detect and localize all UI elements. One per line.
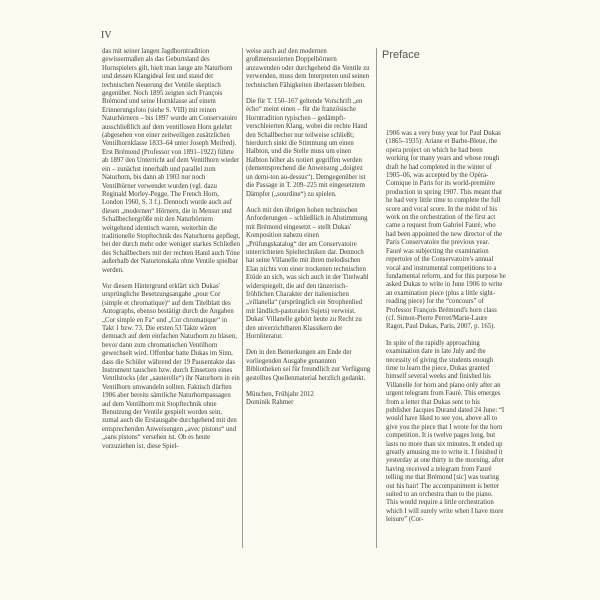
german-column-2 [246, 48, 371, 408]
german-paragraph: weise auch auf den modernen großmensurierten Doppelhörnern anzuwenden oder durchgehend die Ventile zu verwenden, muss dem Interpreten und seinen technischen Fähigkeiten überlassen bleiben. [246, 48, 370, 89]
page-number: IV [101, 30, 112, 41]
german-paragraph: Auch mit den übrigen hohen technischen Anforderungen – schließlich in Abstimmung mit Brémond eingesetzt – stellt Dukas' Komposition nahezu einen „Prüfungskatalog“ der am Conservatoire unterrichteten Spieltechniken dar. Dennoch hat seine Villanelle mit ihren melodischen Elan nichts von einer trockenen technischen Etüde an sich, was sich auch in der Titelwahl widerspiegelt, die auf den tänzerisch-fröhlichen Charakter der italienischen „villanella“ (ursprünglich ein Strophenlied mit ländlich-pastoralen Sujets) verweist. Dukas' Villanelle gehört heute zu Recht zu den unverzichtbaren Klassikern der Hornliteratur. [246, 206, 369, 340]
german-paragraph: Den in den Bemerkungen am Ende der vorliegenden Ausgabe genannten Bibliotheken sei für freundlich zur Verfügung gestelltes Quellenmaterial herzlich gedankt. [246, 349, 371, 382]
column-divider [242, 48, 243, 548]
english-column [386, 130, 506, 550]
signature [246, 391, 371, 408]
german-column-1 [102, 48, 240, 548]
german-paragraph: das mit seiner langen Jagdhorntradition gewissermaßen als das Geburtsland des Hornspielers gilt, hielt man lange am Naturhorn und dessen Klangideal fest und stand der technischen Neuerung der Ventile skeptisch gegenüber. Noch 1895 zeigten sich François Brémond und seine Hornklasse auf einem Erinnerungsfoto (siehe S. VIII) mit reinen Naturhörnern – bis 1897 wurde am Conservatoire ausschließlich auf dem ventillosen Horn gelehrt (abgesehen von einer zeitweiligen zusätzlichen Ventilhornklasse 1833–64 unter Joseph Meifred). Erst Brémond (Professor von 1891–1922) führte ab 1897 den Unterricht auf dem Ventilhorn wieder ein – zunächst innerhalb und parallel zum Naturhorn, bis dann ab 1903 nur noch Ventilhörner verwendet wurden (vgl. dazu Reginald Morley-Pegge, The French Horn, London 1960, S. 3 f.). Dennoch wurde auch auf diesen „modernen“ Hörnern, die in Mensur und Schallbechergröße mit den Naturhörnern weitgehend identisch waren, weiterhin die traditionelle Stopftechnik des Naturhorns gepflegt, bei der durch mehr oder weniger starkes Schließen des Schallbechers mit der rechten Hand auch Töne außerhalb der Naturtonskala ohne Ventile spielbar werden. [102, 48, 240, 274]
column-divider [376, 48, 377, 548]
english-paragraph: In spite of the rapidly approaching examination date in late July and the necessity of giving the students enough time to learn the piece, Dukas granted himself several weeks and finished his Villanelle for horn and piano only after an urgent telegram from Fauré. This emerges from a letter that Dukas sent to his publisher Jacques Durand dated 24 June: “I would have liked to see you, above all to give you the piece that I wrote for the horn competition. It is twelve pages long, but lasts no more than six minutes. It ended up greatly amusing me to write it. I finished it yesterday at one thirty in the morning, after having received a telegram from Fauré telling me that Brémond [sic] was tearing out his hair! The accompaniment is better suited to an orchestra than to the piano. This would require a little orchestration which I will surely write when I have more leisure” (Cor- [386, 339, 505, 524]
german-paragraph: Die für T. 150–167 geltende Vorschrift „en écho“ meint einen – für die französische Horntradition typischen – gedämpft-verschleierten Klang, wobei die rechte Hand den Schallbecher nur teilweise schließt; hierdurch sinkt die Stimmung um einen Halbton, und die Stelle muss um einen Halbton höher als notiert gegriffen werden (dementsprechend die Anweisung „doigtez un demi-ton au-dessus“). Demgegenüber ist die Passage in T. 209–225 mit eingesetztem Dämpfer („sourdine“) zu spielen. [246, 98, 368, 198]
german-paragraph: Vor diesem Hintergrund erklärt sich Dukas' ursprüngliche Besetzungsangabe „pour Cor (simple et chromatique)“ auf dem Titelblatt des Autographs, ebenso bestätigt durch die Angaben „Cor simple en Fa“ und „Cor chromatique“ in Takt 1 bzw. 73. Die ersten 53 Takte wären demnach auf dem einfachen Naturhorn zu blasen, bevor dann zum chromatischen Ventilhorn gewechselt wird. Offenbar hatte Dukas im Sinn, dass die Schüler während der 19 Pausentakte das Instrument tauschen bzw. durch Einsetzen eines Ventilstocks (der „sauterelle“) ihr Naturhorn in ein Ventilhorn umwandeln sollten. Faktisch dürften 1906 aber bereits sämtliche Naturhornpassagen auf dem Ventilhorn mit Stopftechnik ohne Benutzung der Ventile gespielt worden sein, zumal auch die Erstausgabe durchgehend mit den entsprechenden Anweisungen „avec pistons“ und „sans pistons“ versehen ist. Ob es heute vorzuziehen ist, diese Spiel- [102, 282, 240, 450]
english-paragraph: 1906 was a very busy year for Paul Dukas (1865–1935): Ariane et Barbe-Bleue, the opera project on which he had been working for many years and whose rough draft he had completed in the winter of 1905–06, was accepted by the Opéra-Comique in Paris for its world-première production in spring 1907. This meant that he had very little time to complete the full score and vocal score. In the midst of his work on the orchestration of the first act came a request from Gabriel Fauré, who had been appointed the new director of the Paris Conservatoire the previous year. Fauré was subjecting the examination repertoire of the Conservatoire's annual vocal and instrumental competitions to a fundamental reform, and for this purpose he asked Dukas to write in June 1906 to write an examination piece (plus a little sight-reading piece) for the “concours” of Professor François Brémond's horn class (cf. Simon-Pierre Perret/Marie-Laure Ragot, Paul Dukas, Paris, 2007, p. 165). [386, 130, 506, 331]
english-heading: Preface [382, 49, 420, 61]
signature-place-date: München, Frühjahr 2012 [246, 391, 314, 399]
signature-author: Dominik Rahmer [246, 399, 294, 407]
